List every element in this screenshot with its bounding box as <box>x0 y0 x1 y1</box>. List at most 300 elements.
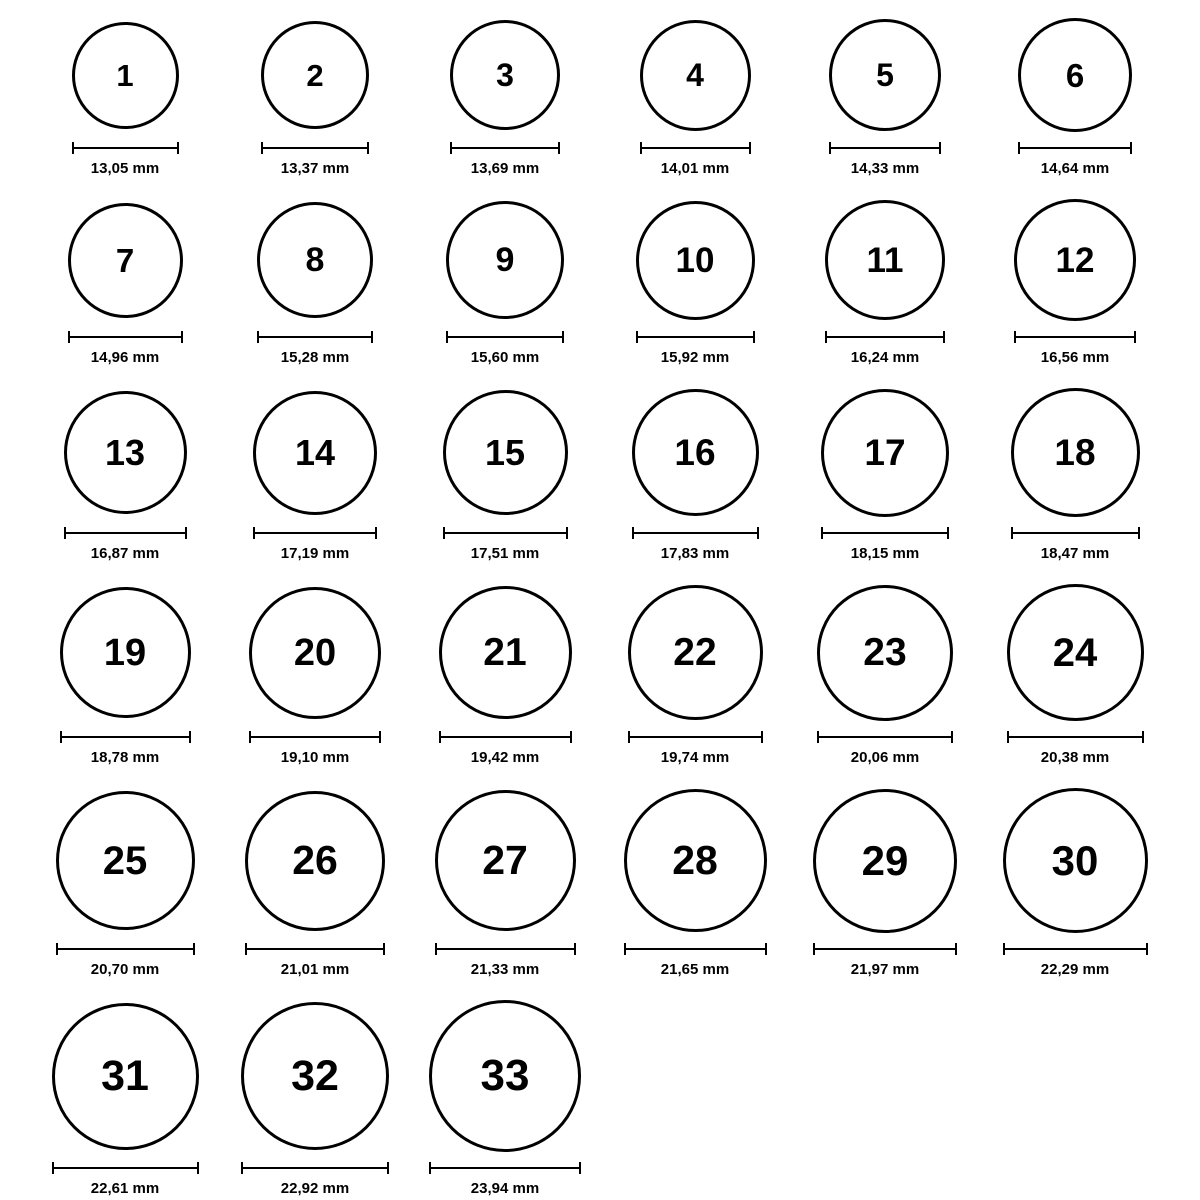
diameter-ruler-icon <box>435 943 576 955</box>
diameter-ruler-icon <box>628 731 763 743</box>
diameter-ruler-icon <box>813 943 957 955</box>
size-row <box>30 788 1170 978</box>
ring-circle-wrap <box>261 18 369 132</box>
ring-size-number: 32 <box>291 1051 339 1100</box>
ring-size-cell <box>220 788 410 978</box>
ring-size-cell <box>30 584 220 766</box>
ring-size-number: 31 <box>101 1051 149 1100</box>
ring-circle-icon <box>60 587 191 718</box>
ring-circle-icon <box>257 202 373 318</box>
ring-size-cell <box>220 199 410 366</box>
ruler-bar <box>60 736 191 738</box>
ruler-cap-right <box>193 943 195 955</box>
ruler-cap-right <box>375 527 377 539</box>
diameter-label: 21,33 mm <box>470 961 540 978</box>
ruler-cap-right <box>761 731 763 743</box>
ring-size-number: 8 <box>305 241 325 279</box>
diameter-ruler-icon <box>68 331 183 343</box>
diameter-ruler-icon <box>632 527 759 539</box>
ring-circle-icon <box>1014 199 1136 321</box>
diameter-label: 17,51 mm <box>470 545 540 562</box>
ruler-cap-right <box>947 527 949 539</box>
diameter-ruler-icon <box>443 527 568 539</box>
ruler-bar <box>56 948 195 950</box>
diameter-ruler-icon <box>446 331 564 343</box>
ring-size-cell <box>30 1000 220 1197</box>
diameter-ruler-icon <box>624 943 767 955</box>
ruler-cap-right <box>1138 527 1140 539</box>
diameter-ruler-icon <box>817 731 953 743</box>
ruler-cap-right <box>955 943 957 955</box>
diameter-label: 14,64 mm <box>1040 160 1110 177</box>
ring-size-cell <box>410 584 600 766</box>
ring-size-cell <box>790 584 980 766</box>
ruler-cap-left <box>52 1162 54 1174</box>
diameter-label: 19,10 mm <box>280 749 350 766</box>
diameter-label: 13,69 mm <box>470 160 540 177</box>
diameter-label: 14,96 mm <box>90 349 160 366</box>
ruler-cap-right <box>939 142 941 154</box>
ring-size-number: 12 <box>1055 240 1095 280</box>
ring-circle-icon <box>72 22 179 129</box>
ring-size-cell <box>410 18 600 177</box>
diameter-ruler-icon <box>241 1162 389 1174</box>
ring-circle-wrap <box>1018 18 1132 132</box>
ruler-bar <box>1014 336 1136 338</box>
diameter-label: 16,56 mm <box>1040 349 1110 366</box>
ruler-cap-right <box>197 1162 199 1174</box>
ring-circle-wrap <box>257 199 373 321</box>
ring-circle-icon <box>241 1002 389 1150</box>
diameter-label: 18,78 mm <box>90 749 160 766</box>
diameter-label: 16,24 mm <box>850 349 920 366</box>
ring-size-number: 21 <box>483 631 527 674</box>
ruler-cap-right <box>570 731 572 743</box>
ruler-bar <box>829 147 941 149</box>
diameter-ruler-icon <box>249 731 381 743</box>
ring-size-number: 4 <box>686 57 704 93</box>
ring-circle-icon <box>829 19 941 131</box>
ring-size-number: 16 <box>674 432 716 473</box>
ruler-bar <box>640 147 751 149</box>
ring-size-cell <box>790 388 980 562</box>
ruler-cap-left <box>1014 331 1016 343</box>
ring-circle-wrap <box>435 788 576 933</box>
ruler-cap-right <box>383 943 385 955</box>
ruler-bar <box>624 948 767 950</box>
ruler-cap-right <box>562 331 564 343</box>
ring-size-number: 7 <box>115 241 135 279</box>
ring-size-cell <box>30 199 220 366</box>
diameter-ruler-icon <box>261 142 369 154</box>
ring-circle-icon <box>817 585 953 721</box>
ruler-cap-left <box>253 527 255 539</box>
ruler-cap-left <box>443 527 445 539</box>
ruler-cap-left <box>813 943 815 955</box>
ruler-cap-left <box>241 1162 243 1174</box>
ruler-cap-left <box>446 331 448 343</box>
ring-circle-wrap <box>624 788 767 933</box>
ring-size-cell <box>790 199 980 366</box>
size-row <box>30 388 1170 562</box>
ruler-bar <box>64 532 187 534</box>
ruler-cap-left <box>821 527 823 539</box>
ring-circle-wrap <box>825 199 945 321</box>
ruler-bar <box>450 147 560 149</box>
ring-size-cell <box>600 199 790 366</box>
ring-circle-icon <box>68 203 183 318</box>
ruler-cap-right <box>951 731 953 743</box>
ruler-bar <box>253 532 377 534</box>
ruler-cap-right <box>185 527 187 539</box>
diameter-ruler-icon <box>1018 142 1132 154</box>
diameter-label: 20,70 mm <box>90 961 160 978</box>
ruler-cap-left <box>1003 943 1005 955</box>
ruler-cap-left <box>632 527 634 539</box>
ring-size-cell <box>600 18 790 177</box>
ring-circle-wrap <box>241 1000 389 1152</box>
size-row <box>30 18 1170 177</box>
diameter-ruler-icon <box>439 731 572 743</box>
ring-circle-wrap <box>72 18 179 132</box>
diameter-ruler-icon <box>52 1162 199 1174</box>
ruler-bar <box>72 147 179 149</box>
diameter-label: 20,38 mm <box>1040 749 1110 766</box>
ruler-cap-left <box>56 943 58 955</box>
ruler-cap-right <box>566 527 568 539</box>
diameter-ruler-icon <box>640 142 751 154</box>
ring-size-cell <box>790 18 980 177</box>
ruler-cap-left <box>1007 731 1009 743</box>
size-row <box>30 584 1170 766</box>
ruler-bar <box>636 336 755 338</box>
diameter-label: 13,05 mm <box>90 160 160 177</box>
ruler-cap-right <box>387 1162 389 1174</box>
ruler-cap-left <box>429 1162 431 1174</box>
diameter-label: 18,15 mm <box>850 545 920 562</box>
ring-size-number: 20 <box>293 631 337 674</box>
ring-circle-icon <box>439 586 572 719</box>
ruler-bar <box>257 336 373 338</box>
ring-circle-icon <box>245 791 385 931</box>
ring-size-number: 19 <box>103 631 147 674</box>
ring-circle-wrap <box>429 1000 581 1152</box>
ruler-bar <box>632 532 759 534</box>
ring-circle-icon <box>821 389 949 517</box>
diameter-label: 19,42 mm <box>470 749 540 766</box>
diameter-ruler-icon <box>1014 331 1136 343</box>
diameter-label: 17,19 mm <box>280 545 350 562</box>
ring-circle-wrap <box>64 388 187 517</box>
ruler-cap-left <box>640 142 642 154</box>
diameter-label: 14,01 mm <box>660 160 730 177</box>
ring-size-cell <box>220 388 410 562</box>
ruler-bar <box>241 1167 389 1169</box>
diameter-label: 18,47 mm <box>1040 545 1110 562</box>
ring-circle-wrap <box>1014 199 1136 321</box>
ruler-cap-right <box>1146 943 1148 955</box>
ring-circle-icon <box>446 201 564 319</box>
ruler-bar <box>1003 948 1148 950</box>
ring-size-number: 10 <box>675 240 715 280</box>
diameter-ruler-icon <box>60 731 191 743</box>
ring-circle-icon <box>632 389 759 516</box>
ruler-cap-left <box>450 142 452 154</box>
ring-circle-wrap <box>817 584 953 721</box>
ruler-cap-left <box>60 731 62 743</box>
ruler-cap-left <box>64 527 66 539</box>
ruler-bar <box>261 147 369 149</box>
ruler-bar <box>68 336 183 338</box>
ruler-bar <box>439 736 572 738</box>
ring-circle-icon <box>261 21 369 129</box>
ring-circle-icon <box>1003 788 1148 933</box>
ruler-cap-left <box>257 331 259 343</box>
ruler-cap-left <box>825 331 827 343</box>
ring-circle-icon <box>636 201 755 320</box>
ring-circle-wrap <box>628 584 763 721</box>
ruler-bar <box>628 736 763 738</box>
ring-circle-icon <box>1011 388 1140 517</box>
ring-size-number: 14 <box>294 431 336 473</box>
ruler-cap-left <box>245 943 247 955</box>
diameter-ruler-icon <box>450 142 560 154</box>
ruler-cap-left <box>628 731 630 743</box>
ring-circle-icon <box>443 390 568 515</box>
ring-size-cell <box>410 199 600 366</box>
ring-size-number: 29 <box>861 836 909 884</box>
ruler-cap-right <box>189 731 191 743</box>
ring-circle-icon <box>813 789 957 933</box>
ring-circle-wrap <box>56 788 195 933</box>
diameter-label: 15,92 mm <box>660 349 730 366</box>
diameter-ruler-icon <box>56 943 195 955</box>
diameter-ruler-icon <box>636 331 755 343</box>
ruler-bar <box>446 336 564 338</box>
ring-size-number: 33 <box>480 1051 530 1100</box>
ring-circle-wrap <box>439 584 572 721</box>
ring-size-cell <box>980 388 1170 562</box>
diameter-label: 19,74 mm <box>660 749 730 766</box>
size-row <box>30 1000 1170 1197</box>
diameter-ruler-icon <box>72 142 179 154</box>
ruler-cap-left <box>249 731 251 743</box>
ring-size-number: 1 <box>116 57 134 93</box>
ruler-bar <box>245 948 385 950</box>
ring-circle-wrap <box>1007 584 1144 721</box>
ring-circle-wrap <box>52 1000 199 1152</box>
ring-circle-wrap <box>60 584 191 721</box>
ruler-bar <box>817 736 953 738</box>
diameter-label: 14,33 mm <box>850 160 920 177</box>
ring-circle-icon <box>1007 584 1144 721</box>
ring-circle-wrap <box>813 788 957 933</box>
ruler-cap-right <box>765 943 767 955</box>
ruler-cap-left <box>435 943 437 955</box>
ruler-cap-left <box>624 943 626 955</box>
ring-circle-icon <box>640 20 751 131</box>
ruler-bar <box>429 1167 581 1169</box>
ring-size-cell <box>600 788 790 978</box>
ring-size-cell <box>980 199 1170 366</box>
diameter-label: 22,92 mm <box>280 1180 350 1197</box>
ruler-cap-right <box>367 142 369 154</box>
diameter-ruler-icon <box>1011 527 1140 539</box>
ruler-cap-left <box>261 142 263 154</box>
diameter-label: 16,87 mm <box>90 545 160 562</box>
ruler-bar <box>435 948 576 950</box>
ring-circle-icon <box>628 585 763 720</box>
ring-circle-wrap <box>636 199 755 321</box>
ring-size-number: 15 <box>484 431 526 473</box>
ruler-bar <box>1007 736 1144 738</box>
ring-size-cell <box>220 18 410 177</box>
ring-circle-wrap <box>632 388 759 517</box>
ruler-cap-left <box>439 731 441 743</box>
diameter-ruler-icon <box>825 331 945 343</box>
size-row <box>30 199 1170 366</box>
ruler-bar <box>813 948 957 950</box>
ring-size-number: 3 <box>496 57 514 93</box>
diameter-label: 15,60 mm <box>470 349 540 366</box>
ring-size-number: 5 <box>876 57 894 93</box>
ruler-cap-right <box>574 943 576 955</box>
ruler-cap-right <box>579 1162 581 1174</box>
ring-circle-wrap <box>68 199 183 321</box>
diameter-label: 21,97 mm <box>850 961 920 978</box>
ring-size-number: 24 <box>1052 630 1098 675</box>
ring-circle-wrap <box>1003 788 1148 933</box>
diameter-ruler-icon <box>64 527 187 539</box>
ruler-cap-right <box>757 527 759 539</box>
ring-size-cell <box>30 388 220 562</box>
ring-size-number: 6 <box>1065 56 1085 94</box>
ruler-cap-right <box>181 331 183 343</box>
ring-size-cell <box>220 584 410 766</box>
ruler-cap-right <box>371 331 373 343</box>
ruler-bar <box>1011 532 1140 534</box>
ring-circle-icon <box>64 391 187 514</box>
ring-size-number: 11 <box>866 240 904 280</box>
ring-size-number: 22 <box>673 631 717 674</box>
ring-circle-wrap <box>1011 388 1140 517</box>
ring-circle-icon <box>450 20 560 130</box>
ring-size-number: 27 <box>482 837 528 883</box>
diameter-ruler-icon <box>829 142 941 154</box>
ring-size-number: 26 <box>292 837 338 883</box>
ring-circle-icon <box>624 789 767 932</box>
ring-circle-icon <box>52 1003 199 1150</box>
ruler-cap-left <box>72 142 74 154</box>
ruler-cap-right <box>1134 331 1136 343</box>
diameter-ruler-icon <box>429 1162 581 1174</box>
diameter-label: 15,28 mm <box>280 349 350 366</box>
diameter-label: 20,06 mm <box>850 749 920 766</box>
ruler-cap-right <box>558 142 560 154</box>
diameter-label: 22,61 mm <box>90 1180 160 1197</box>
diameter-label: 23,94 mm <box>470 1180 540 1197</box>
ring-size-cell <box>220 1000 410 1197</box>
ring-size-number: 2 <box>306 57 324 93</box>
ruler-bar <box>443 532 568 534</box>
ring-size-number: 30 <box>1051 836 1099 884</box>
diameter-label: 22,29 mm <box>1040 961 1110 978</box>
ring-size-cell <box>980 788 1170 978</box>
ruler-bar <box>249 736 381 738</box>
ruler-cap-right <box>379 731 381 743</box>
ring-size-cell <box>30 788 220 978</box>
ring-circle-wrap <box>443 388 568 517</box>
ruler-cap-right <box>177 142 179 154</box>
ring-circle-wrap <box>245 788 385 933</box>
diameter-ruler-icon <box>245 943 385 955</box>
ruler-cap-right <box>1142 731 1144 743</box>
ruler-cap-left <box>1011 527 1013 539</box>
ring-size-number: 23 <box>863 631 907 674</box>
ruler-bar <box>52 1167 199 1169</box>
ring-size-cell <box>600 388 790 562</box>
ring-size-number: 9 <box>495 241 515 279</box>
ring-circle-wrap <box>640 18 751 132</box>
ruler-cap-left <box>829 142 831 154</box>
diameter-label: 21,01 mm <box>280 961 350 978</box>
ring-size-cell <box>980 584 1170 766</box>
ruler-cap-right <box>753 331 755 343</box>
ring-circle-icon <box>429 1000 581 1152</box>
ring-circle-wrap <box>249 584 381 721</box>
ruler-cap-left <box>817 731 819 743</box>
ring-size-cell <box>410 388 600 562</box>
ring-size-cell <box>790 788 980 978</box>
ring-circle-icon <box>1018 18 1132 132</box>
ring-circle-wrap <box>446 199 564 321</box>
ring-circle-wrap <box>450 18 560 132</box>
diameter-ruler-icon <box>1007 731 1144 743</box>
ring-circle-wrap <box>821 388 949 517</box>
ruler-bar <box>1018 147 1132 149</box>
ring-circle-icon <box>249 587 381 719</box>
ruler-bar <box>825 336 945 338</box>
diameter-ruler-icon <box>1003 943 1148 955</box>
diameter-ruler-icon <box>257 331 373 343</box>
ruler-cap-right <box>749 142 751 154</box>
ruler-cap-left <box>1018 142 1020 154</box>
ring-circle-icon <box>56 791 195 930</box>
ruler-bar <box>821 532 949 534</box>
ring-size-number: 13 <box>104 431 146 473</box>
ruler-cap-right <box>943 331 945 343</box>
ring-circle-icon <box>253 391 377 515</box>
ring-circle-wrap <box>253 388 377 517</box>
ring-size-cell <box>410 788 600 978</box>
ring-size-cell <box>600 584 790 766</box>
ring-size-cell <box>410 1000 600 1197</box>
ruler-cap-left <box>636 331 638 343</box>
diameter-ruler-icon <box>821 527 949 539</box>
diameter-ruler-icon <box>253 527 377 539</box>
ring-size-cell <box>30 18 220 177</box>
ring-size-number: 28 <box>672 837 718 883</box>
diameter-label: 13,37 mm <box>280 160 350 177</box>
diameter-label: 17,83 mm <box>660 545 730 562</box>
ruler-cap-right <box>1130 142 1132 154</box>
diameter-label: 21,65 mm <box>660 961 730 978</box>
ruler-cap-left <box>68 331 70 343</box>
ring-size-number: 25 <box>102 838 148 883</box>
ring-circle-icon <box>825 200 945 320</box>
ring-size-number: 18 <box>1054 432 1096 473</box>
ring-size-cell <box>980 18 1170 177</box>
